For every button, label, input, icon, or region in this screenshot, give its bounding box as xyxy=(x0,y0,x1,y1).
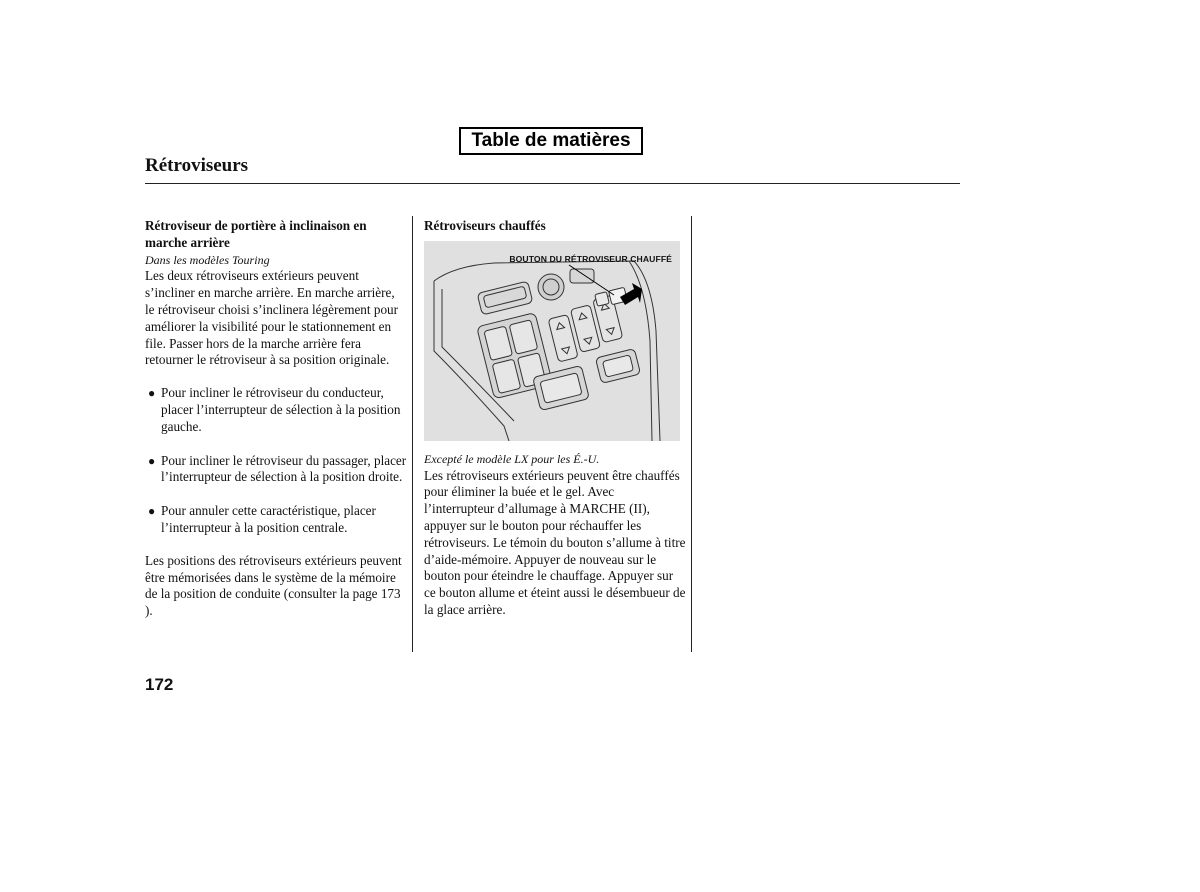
model-note-except-lx: Excepté le modèle LX pour les É.-U. xyxy=(424,451,600,466)
column-divider-left xyxy=(412,216,413,652)
tilt-instructions-list xyxy=(145,385,407,537)
bullet-dot-icon: ● xyxy=(148,386,156,401)
list-item xyxy=(145,385,407,435)
title-divider xyxy=(145,183,960,184)
figure-callout-label: BOUTON DU RÉTROVISEUR CHAUFFÉ xyxy=(509,253,672,264)
list-item-text: Pour annuler cette caractéristique, placer l’interrupteur à la position centrale. xyxy=(161,503,376,535)
section-heading-tilt-mirror: Rétroviseur de portière à inclinaison en marche arrière xyxy=(145,218,367,250)
bullet-dot-icon: ● xyxy=(148,453,156,468)
switch-panel-drawing xyxy=(424,241,680,441)
list-item xyxy=(145,453,407,487)
left-column xyxy=(145,218,407,620)
column-divider-right xyxy=(691,216,692,652)
model-note-touring: Dans les modèles Touring xyxy=(145,252,270,267)
page-number: 172 xyxy=(145,675,174,694)
list-item-text: Pour incliner le rétroviseur du conducteur, placer l’interrupteur de sélection à la position gauche. xyxy=(161,385,401,434)
list-item xyxy=(145,503,407,537)
table-of-contents-button[interactable]: Table de matières xyxy=(459,127,643,155)
list-item-text: Pour incliner le rétroviseur du passager, placer l’interrupteur de sélection à la position droite. xyxy=(161,452,407,485)
heated-mirror-button-illustration xyxy=(424,241,680,441)
memory-position-paragraph: Les positions des rétroviseurs extérieurs peuvent être mémorisées dans le système de la mémoire de la position de conduite (consulter la page 173 ). xyxy=(145,552,402,619)
section-heading-heated-mirrors: Rétroviseurs chauffés xyxy=(424,218,546,233)
page-title: Rétroviseurs xyxy=(145,155,249,176)
tilt-intro-paragraph: Les deux rétroviseurs extérieurs peuvent s’incliner en marche arrière. En marche arrière, le rétroviseur choisi s’inclinera légèrement pour améliorer la visibilité pour le stationnement en file. Passer hors de la marche arrière fera retourner le rétroviseur à sa position originale. xyxy=(145,268,399,368)
right-column xyxy=(424,218,686,619)
heated-mirrors-paragraph: Les rétroviseurs extérieurs peuvent être chauffés pour éliminer la buée et le gel. Avec l’interrupteur d’allumage à MARCHE (II), appuyer sur le bouton pour réchauffer les rétroviseurs. Le témoin du bouton s’allume à titre d’aide-mémoire. Appuyer de nouveau sur le bouton pour éteindre le chauffage. Appuyer sur ce bouton allume et éteint aussi le désembueur de la glace arrière. xyxy=(424,467,686,617)
bullet-dot-icon: ● xyxy=(148,504,156,519)
